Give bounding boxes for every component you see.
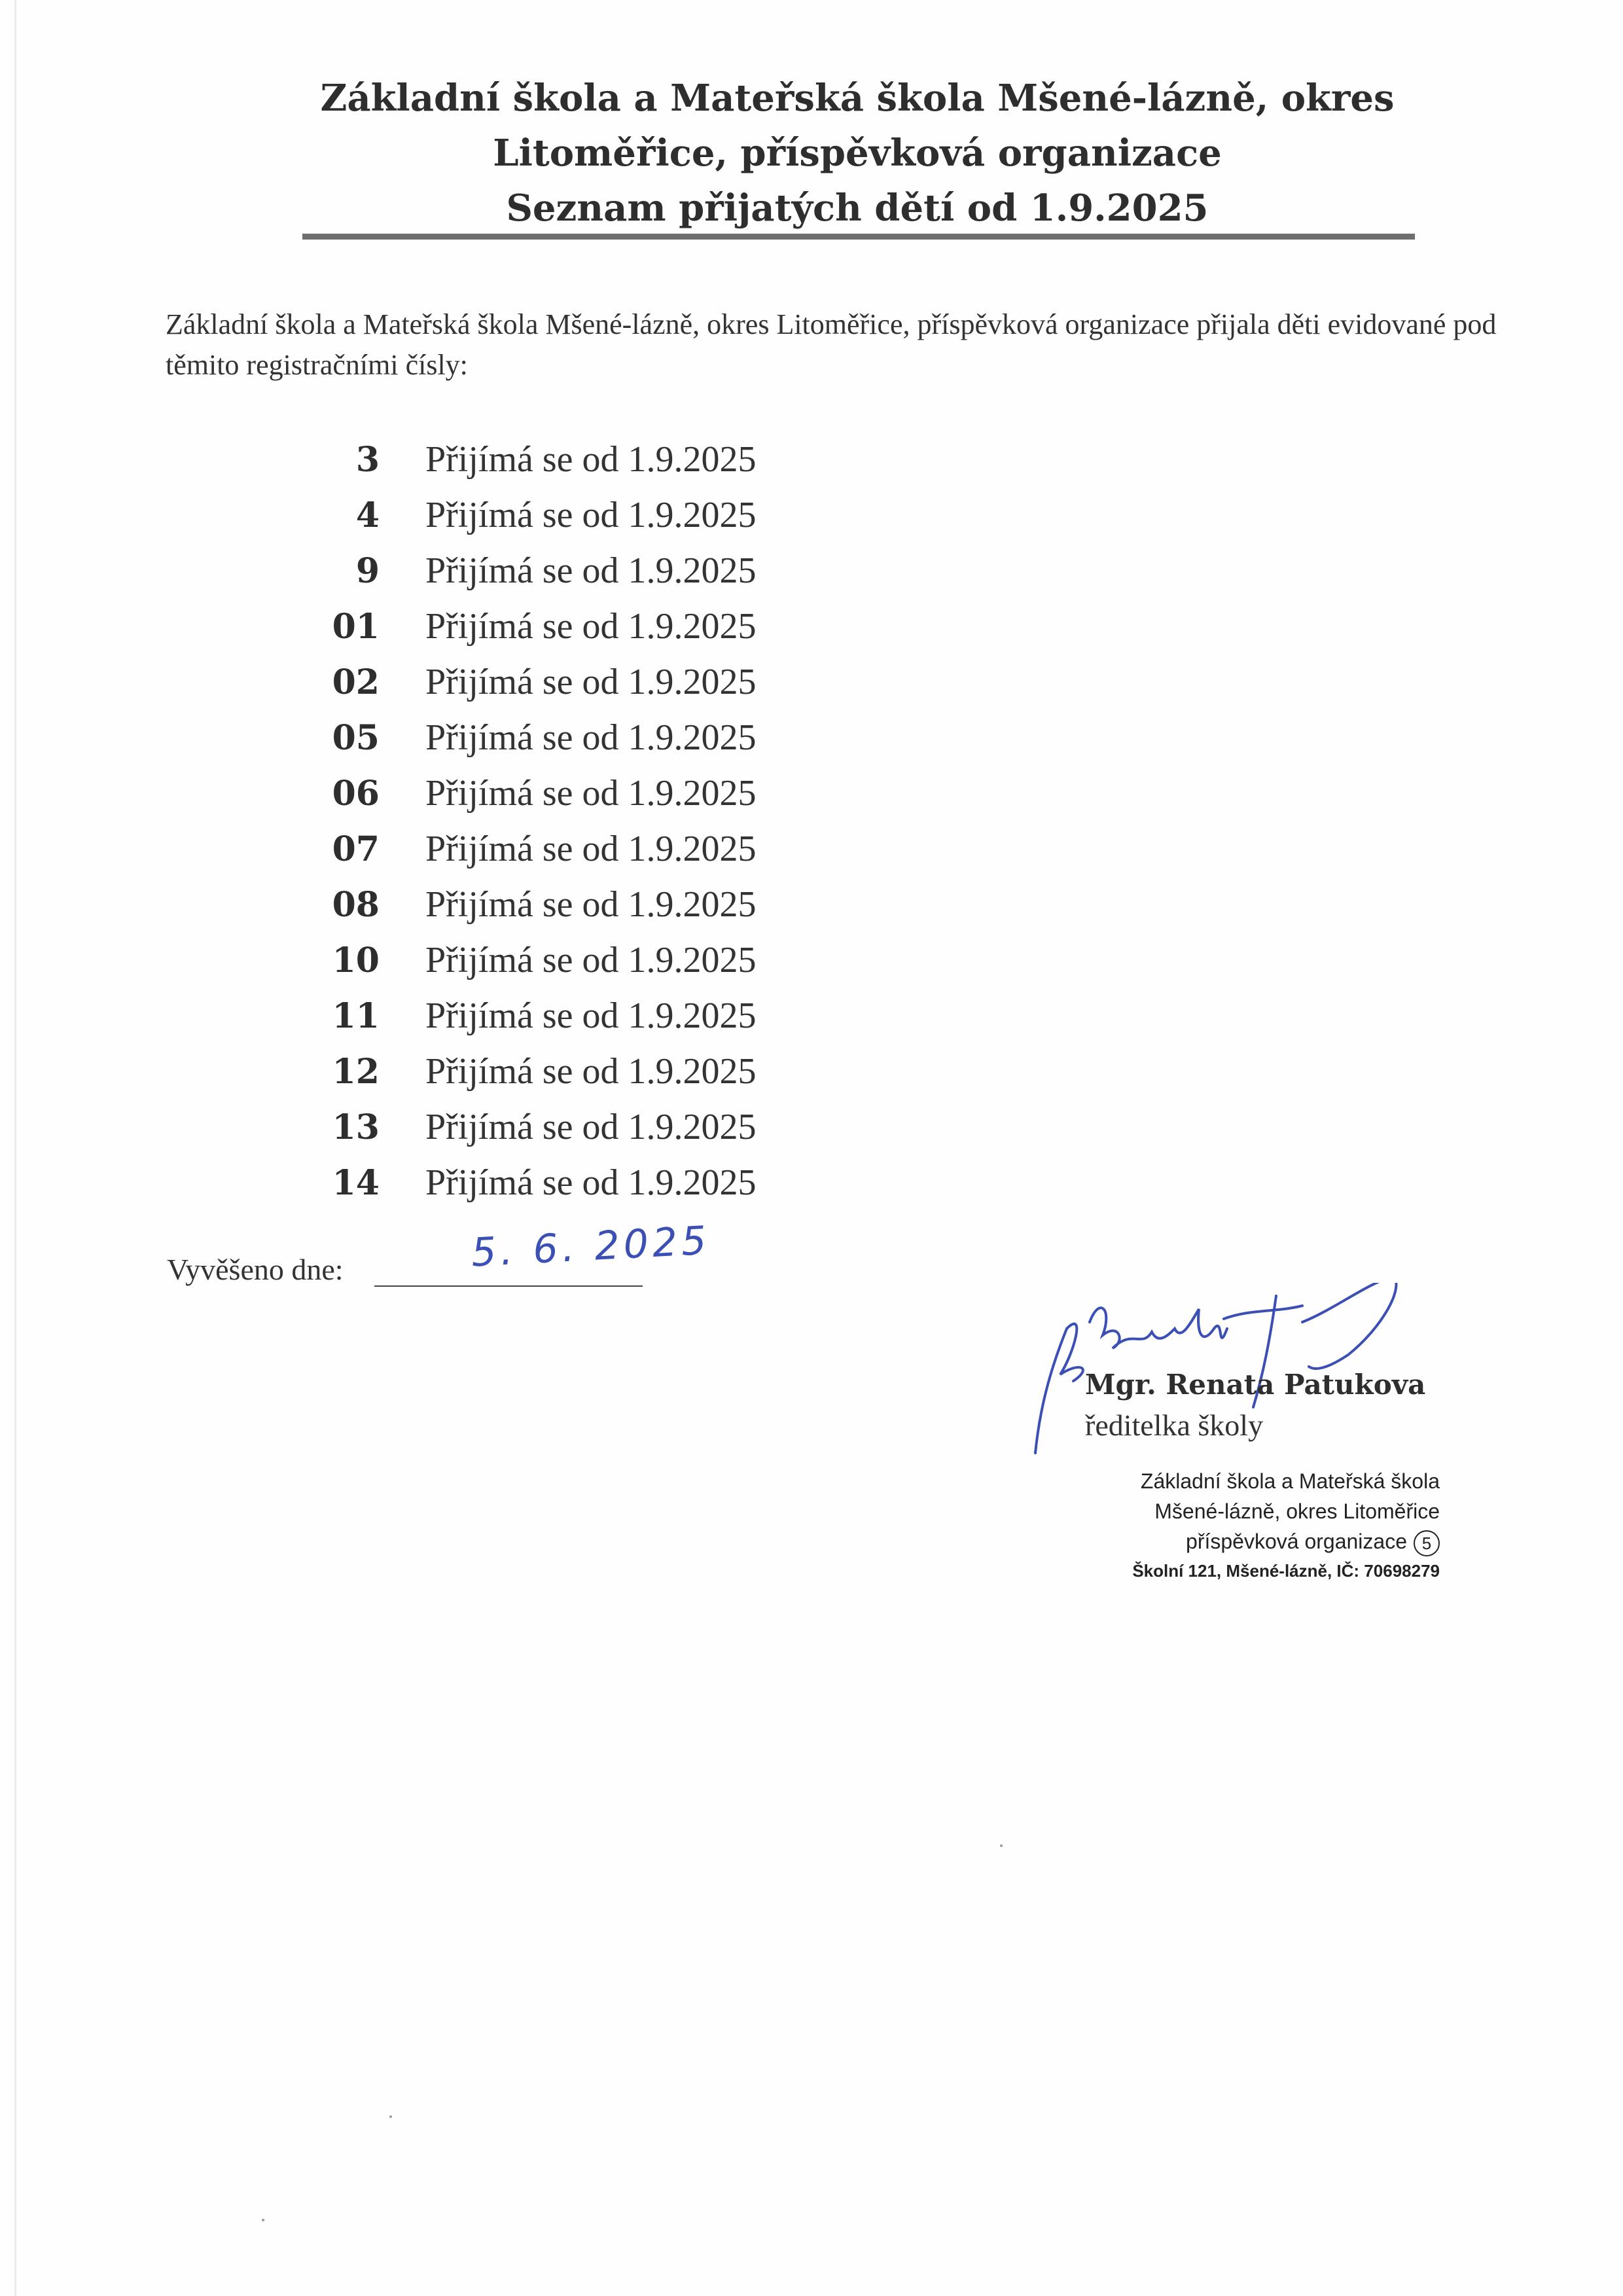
document-title xyxy=(301,71,1414,236)
admission-status: Přijímá se od 1.9.2025 xyxy=(425,662,757,702)
admission-status: Přijímá se od 1.9.2025 xyxy=(425,996,757,1036)
scan-speck xyxy=(389,2115,392,2118)
posted-date-handwritten: 5. 6. 2025 xyxy=(470,1217,711,1276)
admission-status: Přijímá se od 1.9.2025 xyxy=(425,717,757,758)
scan-speck xyxy=(1000,1844,1003,1847)
admission-status: Přijímá se od 1.9.2025 xyxy=(425,1162,757,1203)
registration-number: 02 xyxy=(332,662,380,702)
admission-row xyxy=(262,988,916,1044)
admission-status: Přijímá se od 1.9.2025 xyxy=(425,773,757,814)
admission-row xyxy=(262,710,916,766)
admission-status: Přijímá se od 1.9.2025 xyxy=(425,1051,757,1092)
admission-status: Přijímá se od 1.9.2025 xyxy=(425,884,757,925)
registration-number: 08 xyxy=(332,885,380,925)
posted-date-line xyxy=(374,1285,643,1287)
admission-row xyxy=(262,821,916,877)
admission-status: Přijímá se od 1.9.2025 xyxy=(425,550,757,591)
registration-number: 14 xyxy=(332,1163,380,1203)
stamp-line-4: Školní 121, Mšené-lázně, IČ: 70698279 xyxy=(1132,1561,1440,1581)
title-line-2: Litoměřice, příspěvková organizace xyxy=(493,132,1222,175)
registration-number: 9 xyxy=(355,551,380,591)
scan-edge-shadow xyxy=(14,0,16,2296)
registration-number: 13 xyxy=(332,1107,380,1147)
admission-status: Přijímá se od 1.9.2025 xyxy=(425,606,757,647)
admission-row xyxy=(262,766,916,821)
stamp-line-1: Základní škola a Mateřská škola xyxy=(1140,1469,1440,1493)
school-stamp xyxy=(1073,1466,1440,1585)
admission-row xyxy=(262,877,916,933)
admission-row xyxy=(262,599,916,655)
stamp-line-3-text: příspěvková organizace xyxy=(1186,1530,1407,1553)
title-underline xyxy=(302,234,1415,240)
registration-number: 4 xyxy=(355,495,380,535)
posted-label: Vyvěšeno dne: xyxy=(167,1253,344,1286)
admission-status: Přijímá se od 1.9.2025 xyxy=(425,940,757,980)
admission-row xyxy=(262,488,916,543)
registration-number: 01 xyxy=(332,607,380,647)
admission-row xyxy=(262,1155,916,1211)
registration-number: 11 xyxy=(332,996,380,1036)
stamp-line-2: Mšené-lázně, okres Litoměřice xyxy=(1154,1499,1440,1523)
registration-number: 07 xyxy=(332,829,380,869)
signatory-name: Mgr. Renata Patukova xyxy=(1085,1369,1426,1401)
scan-speck xyxy=(262,2219,264,2221)
title-line-1: Základní škola a Mateřská škola Mšené-lázně, okres xyxy=(320,77,1395,120)
admission-list xyxy=(262,432,916,1211)
admission-row xyxy=(262,432,916,488)
admission-row xyxy=(262,933,916,988)
admission-status: Přijímá se od 1.9.2025 xyxy=(425,439,757,480)
admission-status: Přijímá se od 1.9.2025 xyxy=(425,495,757,535)
title-line-3: Seznam přijatých dětí od 1.9.2025 xyxy=(506,187,1209,230)
registration-number: 05 xyxy=(332,718,380,758)
admission-status: Přijímá se od 1.9.2025 xyxy=(425,1107,757,1147)
admission-row xyxy=(262,1100,916,1155)
registration-number: 12 xyxy=(332,1052,380,1092)
admission-row xyxy=(262,655,916,710)
intro-paragraph: Základní škola a Mateřská škola Mšené-lázně, okres Litoměřice, příspěvková organizace přijala děti evidované pod těmito registračními čísly: xyxy=(166,308,1497,381)
registration-number: 3 xyxy=(355,440,380,480)
signatory-role: ředitelka školy xyxy=(1085,1408,1264,1442)
registration-number: 06 xyxy=(332,774,380,814)
admission-row xyxy=(262,543,916,599)
stamp-number-badge: 5 xyxy=(1414,1530,1440,1556)
admission-status: Přijímá se od 1.9.2025 xyxy=(425,829,757,869)
admission-row xyxy=(262,1044,916,1100)
registration-number: 10 xyxy=(332,941,380,980)
stamp-line-3 xyxy=(1073,1526,1440,1556)
